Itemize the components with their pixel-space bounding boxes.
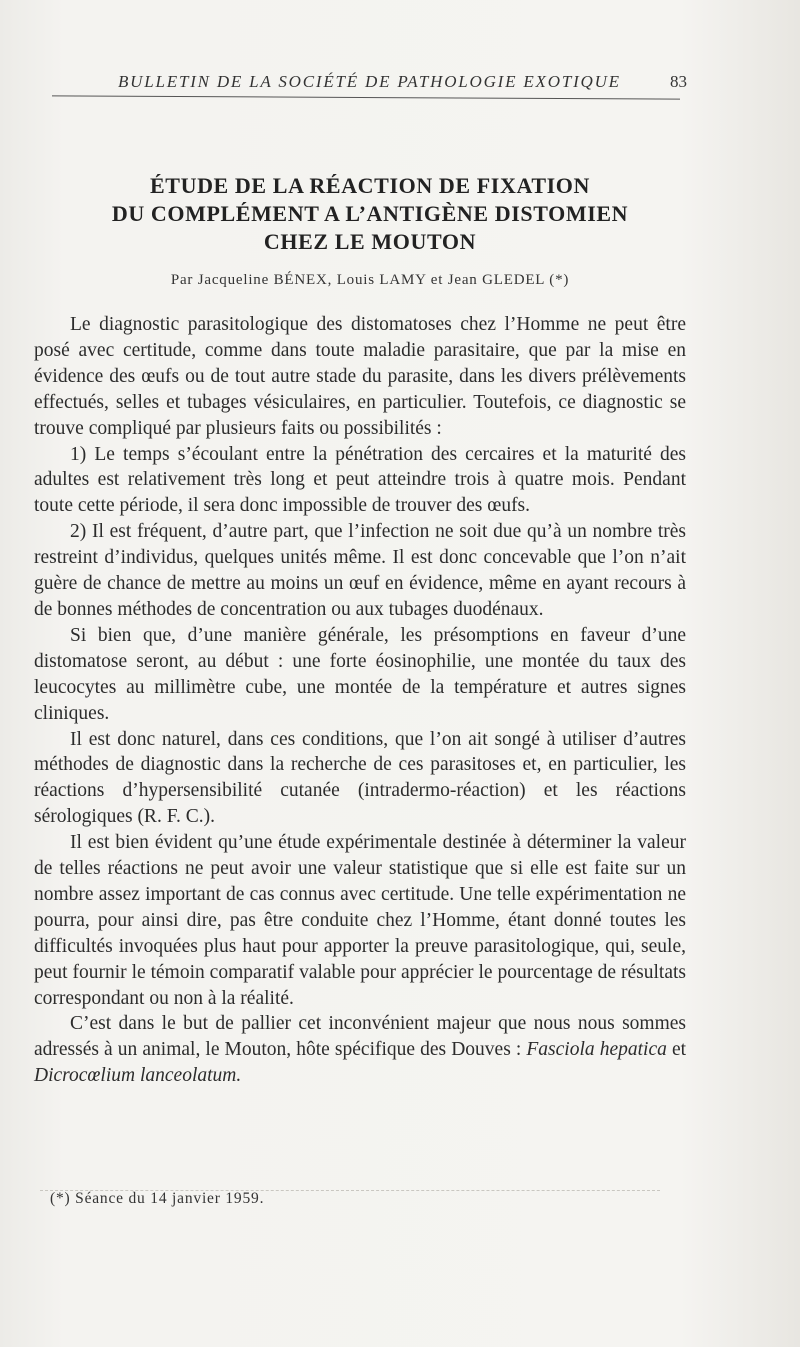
paragraph: 1) Le temps s’écoulant entre la pénétration des cercaires et la maturité des adultes est relativement très long et peut atteindre trois à quatre mois. Pendant toute cette période, il sera donc impossible de trouver des œufs.	[34, 443, 686, 517]
running-head: BULLETIN DE LA SOCIÉTÉ DE PATHOLOGIE EXOTIQUE	[118, 72, 621, 91]
header-rule	[52, 95, 680, 99]
paragraph	[34, 1011, 686, 1089]
title-line: ÉTUDE DE LA RÉACTION DE FIXATION	[150, 173, 590, 198]
title-line: DU COMPLÉMENT A L’ANTIGÈNE DISTOMIEN	[111, 201, 629, 226]
page-number: 83	[670, 72, 687, 91]
paragraph: Il est bien évident qu’une étude expérimentale destinée à déterminer la valeur de telles réactions ne peut avoir une valeur statistique que si elle est faite sur un nombre assez important de cas connus avec certitude. Une telle expérimentation ne pourra, pour ainsi dire, pas être conduite chez l’Homme, étant donné toutes les difficultés invoquées plus haut pour apporter la preuve parasitologique, qui, seule, peut fournir le témoin comparatif valable pour apprécier le pourcentage de résultats correspondant ou non à la réalité.	[34, 832, 686, 1009]
footnote: (*) Séance du 14 janvier 1959.	[50, 1190, 265, 1207]
species-name: Fasciola hepatica	[526, 1039, 667, 1061]
article-title	[60, 172, 680, 256]
paragraph: Si bien que, d’une manière générale, les présomptions en faveur d’une distomatose seront, au début : une forte éosinophilie, une montée du taux des leucocytes au millimètre cube, une montée de la température et autres signes cliniques.	[34, 624, 686, 724]
paragraph-lead: C’est dans le but de pallier cet inconvénient majeur que nous nous sommes adressés à un animal, le Mouton, hôte spécifique des Douves :	[34, 1013, 686, 1061]
article-body	[34, 312, 686, 1089]
paragraph: Il est donc naturel, dans ces conditions, que l’on ait songé à utiliser d’autres méthodes de diagnostic dans la recherche de ces parasitoses et, en particulier, les réactions d’hypersensibilité cutanée (intradermo-réaction) et les réactions sérologiques (R. F. C.).	[34, 728, 686, 828]
species-name: Dicrocœlium lanceolatum.	[34, 1065, 242, 1087]
author-line: Par Jacqueline BÉNEX, Louis LAMY et Jean GLEDEL (*)	[170, 272, 570, 288]
conjunction: et	[671, 1039, 687, 1061]
title-line: CHEZ LE MOUTON	[263, 229, 477, 254]
paragraph: Le diagnostic parasitologique des distomatoses chez l’Homme ne peut être posé avec certitude, comme dans toute maladie parasitaire, que par la mise en évidence des œufs ou de tout autre stade du parasite, dans les divers prélèvements effectués, selles et tubages vésiculaires, en particulier. Toutefois, ce diagnostic se trouve compliqué par plusieurs faits ou possibilités :	[34, 314, 686, 439]
paragraph: 2) Il est fréquent, d’autre part, que l’infection ne soit due qu’à un nombre très restreint d’individus, quelques unités même. Il est donc concevable que l’on n’ait guère de chance de mettre au moins un œuf en évidence, même en ayant recours à de bonnes méthodes de concentration ou aux tubages duodénaux.	[34, 521, 686, 620]
